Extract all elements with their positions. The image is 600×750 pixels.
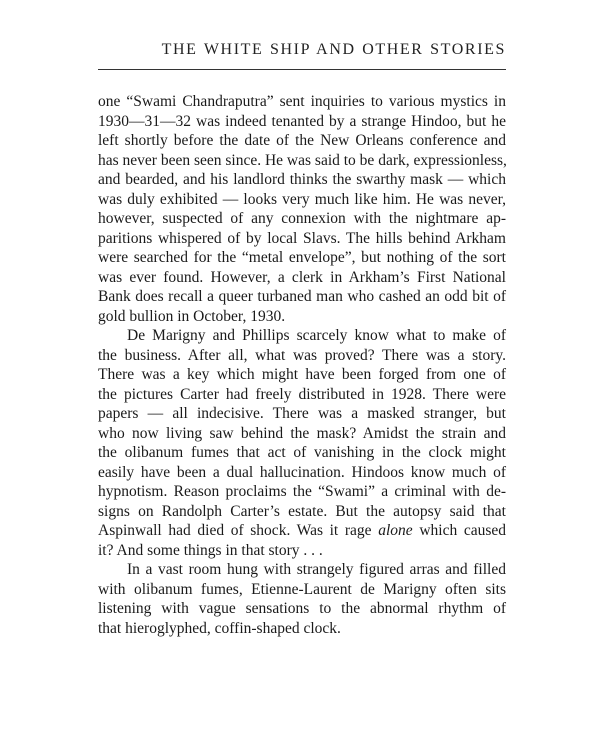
text-line: [98, 521, 506, 541]
text-line: listening with vague sensations to the abnormal rhythm of: [98, 600, 506, 617]
text-line: In a vast room hung with strangely figured arras and filled: [127, 561, 506, 578]
text-line: the business. After all, what was proved? There was a story.: [98, 346, 506, 364]
text-line: was ever found. However, a clerk in Arkham’s First National: [98, 268, 506, 286]
paragraph-2: [98, 326, 506, 560]
text-line: 1930—31—32 was indeed tenanted by a strange Hindoo, but he: [98, 112, 506, 130]
text-line: De Marigny and Phillips scarcely know what to make of: [127, 327, 506, 344]
text-line: gold bullion in October, 1930.: [98, 307, 286, 325]
text-line: that hieroglyphed, coffin-shaped clock.: [98, 619, 341, 637]
text-line: one “Swami Chandraputra” sent inquiries to various mystics in: [98, 93, 506, 110]
text-segment: which caused: [419, 522, 507, 539]
text-line: [98, 541, 506, 561]
text-line: who now living saw behind the mask? Amidst the strain and: [98, 424, 506, 442]
text-line: the pictures Carter had freely distributed in 1928. There were: [98, 385, 506, 403]
text-segment: it?: [98, 541, 114, 559]
text-line: and bearded, and his landlord thinks the swarthy mask — which: [98, 171, 506, 188]
text-line: papers — all indecisive. There was a masked stranger, but: [98, 405, 506, 422]
text-line: were searched for the “metal envelope”, but nothing of the sort: [98, 249, 506, 266]
italic-emphasis: alone: [378, 522, 413, 539]
text-segment: And some things in that story . . .: [116, 541, 323, 559]
paragraph-3: [98, 560, 506, 638]
text-line: signs on Randolph Carter’s estate. But the autopsy said that: [98, 502, 506, 520]
paragraph-1: [98, 92, 506, 326]
text-line: the olibanum fumes that act of vanishing in the clock might: [98, 444, 506, 461]
text-line: however, suspected of any connexion with the nightmare ap-: [98, 210, 506, 227]
text-line: left shortly before the date of the New Orleans conference and: [98, 132, 506, 149]
text-segment: Aspinwall had died of shock. Was it rage: [98, 522, 372, 539]
text-line: easily have been a dual hallucination. Hindoos know much of: [98, 463, 506, 481]
running-head: THE WHITE SHIP AND OTHER STORIES: [161, 41, 506, 58]
header-rule: [98, 69, 506, 70]
text-line: hypnotism. Reason proclaims the “Swami” a criminal with de-: [98, 483, 506, 500]
body-text: [98, 92, 506, 638]
text-line: Bank does recall a queer turbaned man who cashed an odd bit of: [98, 288, 506, 305]
text-line: has never been seen since. He was said to be dark, expressionless,: [98, 151, 507, 169]
text-line: paritions whispered of by local Slavs. The hills behind Arkham: [98, 229, 506, 247]
text-line: was duly exhibited — looks very much like him. He was never,: [98, 190, 506, 208]
text-line: with olibanum fumes, Etienne-Laurent de Marigny often sits: [98, 580, 506, 598]
text-line: There was a key which might have been forged from one of: [98, 366, 506, 383]
